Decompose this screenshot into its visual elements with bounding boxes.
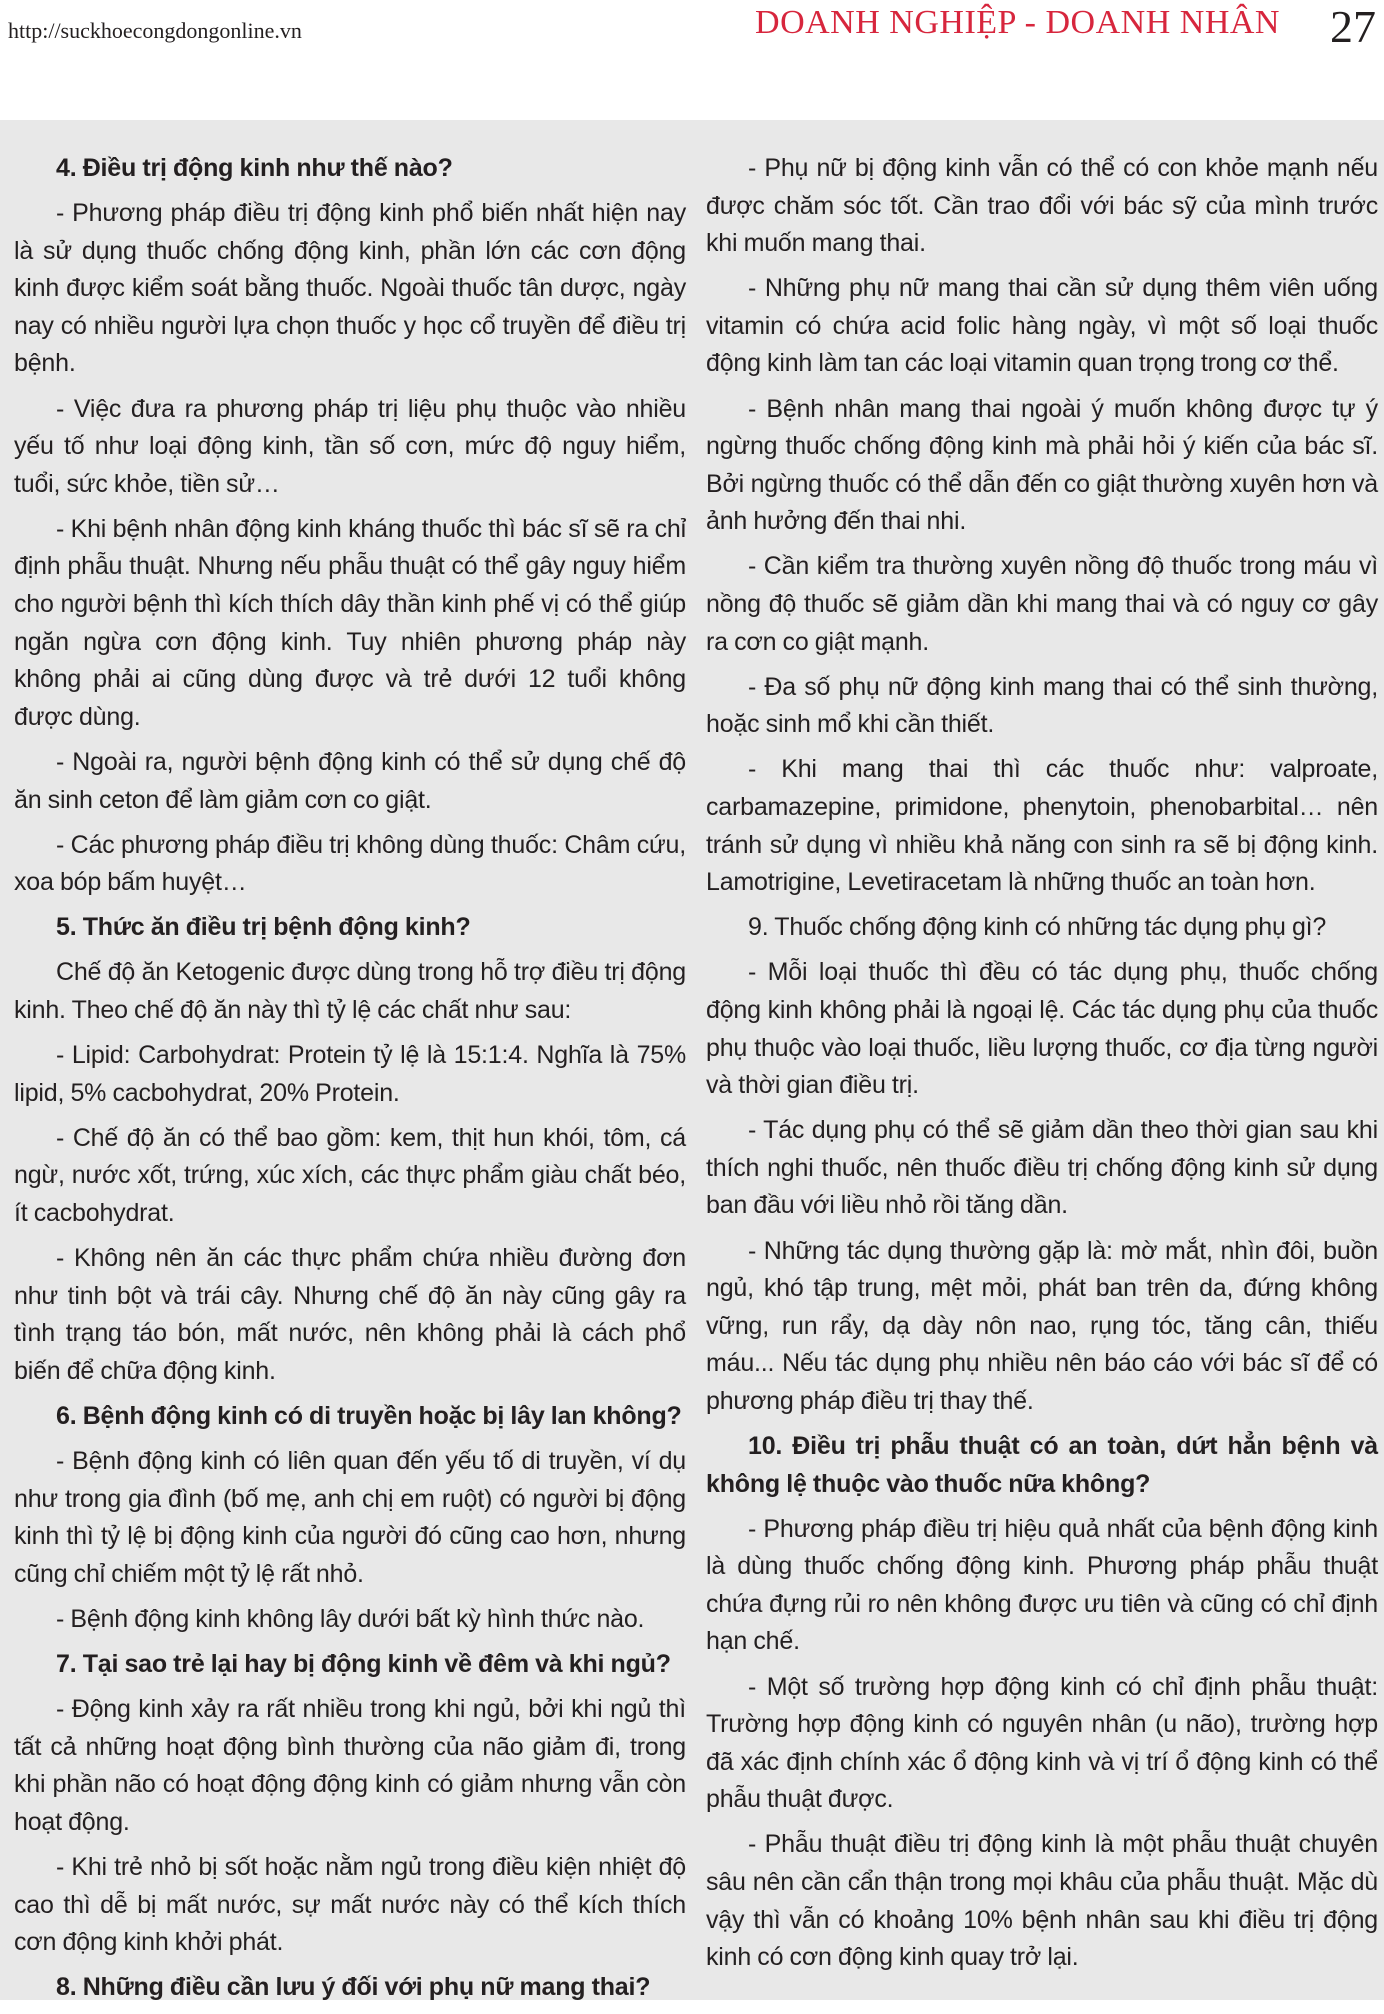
paragraph: - Đa số phụ nữ động kinh mang thai có thể sinh thường, hoặc sinh mổ khi cần thiết. [706, 672, 1378, 739]
paragraph: - Mỗi loại thuốc thì đều có tác dụng phụ, thuốc chống động kinh không phải là ngoại lệ. Các tác dụng phụ của thuốc phụ thuộc vào loại thuốc, liều lượng thuốc, cơ địa từng người và thời gian điều trị. [706, 958, 1378, 1100]
paragraph: - Động kinh xảy ra rất nhiều trong khi ngủ, bởi khi ngủ thì tất cả những hoạt động bình thường của não giảm đi, trong khi phần não có hoạt động động kinh có giảm nhưng vẫn còn hoạt động. [14, 1695, 686, 1836]
paragraph: - Một số trường hợp động kinh có chỉ định phẫu thuật: Trường hợp động kinh có nguyên nhân (u não), trường hợp đã xác định chính xác ổ động kinh và vị trí ổ động kinh có thể phẫu thuật được. [706, 1672, 1378, 1814]
paragraph: - Khi bệnh nhân động kinh kháng thuốc thì bác sĩ sẽ ra chỉ định phẫu thuật. Nhưng nếu phẫu thuật có thể gây nguy hiểm cho người bệnh thì kích thích dây thần kinh phế vị có thể giúp ngăn ngừa cơn động kinh. Tuy nhiên phương pháp này không phải ai cũng dùng được và trẻ dưới 12 tuổi không được dùng. [14, 514, 686, 731]
paragraph: Chế độ ăn Ketogenic được dùng trong hỗ trợ điều trị động kinh. Theo chế độ ăn này thì tỷ lệ các chất như sau: [14, 958, 686, 1024]
paragraph: - Cần kiểm tra thường xuyên nồng độ thuốc trong máu vì nồng độ thuốc sẽ giảm dần khi mang thai và có nguy cơ gây ra cơn co giật mạnh. [706, 552, 1378, 656]
section-heading: 6. Bệnh động kinh có di truyền hoặc bị lây lan không? [56, 1401, 682, 1430]
left-column [14, 150, 686, 2014]
paragraph: - Không nên ăn các thực phẩm chứa nhiều đường đơn như tinh bột và trái cây. Nhưng chế độ ăn này cũng gây ra tình trạng táo bón, mất nước, nên không phải là cách phổ biến để chữa động kinh. [14, 1244, 686, 1385]
paragraph: - Chế độ ăn có thể bao gồm: kem, thịt hun khói, tôm, cá ngừ, nước xốt, trứng, xúc xích, các thực phẩm giàu chất béo, ít cacbohydrat. [14, 1123, 686, 1227]
paragraph: - Bệnh nhân mang thai ngoài ý muốn không được tự ý ngừng thuốc chống động kinh mà phải hỏi ý kiến của bác sĩ. Bởi ngừng thuốc có thể dẫn đến co giật thường xuyên hơn và ảnh hưởng đến thai nhi. [706, 394, 1378, 536]
page-header [0, 0, 1384, 70]
section-heading: 5. Thức ăn điều trị bệnh động kinh? [56, 913, 471, 942]
paragraph: - Bệnh động kinh không lây dưới bất kỳ hình thức nào. [56, 1604, 645, 1633]
paragraph: - Lipid: Carbohydrat: Protein tỷ lệ là 15:1:4. Nghĩa là 75% lipid, 5% cacbohydrat, 20% Protein. [14, 1041, 686, 1107]
paragraph: - Những tác dụng thường gặp là: mờ mắt, nhìn đôi, buồn ngủ, khó tập trung, mệt mỏi, phát ban trên da, đứng không vững, run rẩy, dạ dày nôn nao, rụng tóc, tăng cân, thiếu máu... Nếu tác dụng phụ nhiều nên báo cáo với bác sĩ để có phương pháp điều trị thay thế. [706, 1236, 1378, 1415]
paragraph: - Phụ nữ bị động kinh vẫn có thể có con khỏe mạnh nếu được chăm sóc tốt. Cần trao đổi với bác sỹ của mình trước khi muốn mang thai. [706, 154, 1378, 258]
section-title: DOANH NGHIỆP - DOANH NHÂN [755, 4, 1280, 41]
section-heading: 4. Điều trị động kinh như thế nào? [56, 154, 453, 182]
paragraph: - Khi trẻ nhỏ bị sốt hoặc nằm ngủ trong điều kiện nhiệt độ cao thì dễ bị mất nước, sự mất nước này có thể kích thích cơn động kinh khởi phát. [14, 1852, 686, 1957]
paragraph: - Bệnh động kinh có liên quan đến yếu tố di truyền, ví dụ như trong gia đình (bố mẹ, anh chị em ruột) có người bị động kinh thì tỷ lệ bị động kinh của người đó cũng cao hơn, nhưng cũng chỉ chiếm một tỷ lệ rất nhỏ. [14, 1447, 686, 1588]
section-heading: 8. Những điều cần lưu ý đối với phụ nữ mang thai? [56, 1973, 651, 2002]
paragraph: - Tác dụng phụ có thể sẽ giảm dần theo thời gian sau khi thích nghi thuốc, nên thuốc điều trị chống động kinh sử dụng ban đầu với liều nhỏ rồi tăng dần. [706, 1116, 1378, 1220]
paragraph: - Phương pháp điều trị hiệu quả nhất của bệnh động kinh là dùng thuốc chống động kinh. Phương pháp phẫu thuật chứa đựng rủi ro nên không được ưu tiên và cũng có chỉ định hạn chế. [706, 1514, 1378, 1656]
paragraph: - Các phương pháp điều trị không dùng thuốc: Châm cứu, xoa bóp bấm huyệt… [14, 830, 686, 897]
paragraph: - Phương pháp điều trị động kinh phổ biến nhất hiện nay là sử dụng thuốc chống động kinh, phần lớn các cơn động kinh được kiểm soát bằng thuốc. Ngoài thuốc tân dược, ngày nay có nhiều người lựa chọn thuốc y học cổ truyền để điều trị bệnh. [14, 199, 686, 378]
paragraph: - Việc đưa ra phương pháp trị liệu phụ thuộc vào nhiều yếu tố như loại động kinh, tần số cơn, mức độ nguy hiểm, tuổi, sức khỏe, tiền sử… [14, 394, 686, 498]
right-column [706, 150, 1378, 1984]
paragraph: - Những phụ nữ mang thai cần sử dụng thêm viên uống vitamin có chứa acid folic hàng ngày, vì một số loại thuốc động kinh làm tan các loại vitamin quan trọng trong cơ thể. [706, 274, 1378, 378]
paragraph: - Khi mang thai thì các thuốc như: valproate, carbamazepine, primidone, phenytoin, phenobarbital… nên tránh sử dụng vì nhiều khả năng con sinh ra sẽ bị động kinh. Lamotrigine, Levetiracetam là những thuốc an toàn hơn. [706, 755, 1378, 897]
paragraph: 9. Thuốc chống động kinh có những tác dụng phụ gì? [748, 913, 1327, 942]
page-number: 27 [1330, 1, 1376, 52]
section-heading: 10. Điều trị phẫu thuật có an toàn, dứt hẳn bệnh và không lệ thuộc vào thuốc nữa không? [706, 1432, 1378, 1498]
section-heading: 7. Tại sao trẻ lại hay bị động kinh về đêm và khi ngủ? [56, 1649, 671, 1678]
paragraph: - Phẫu thuật điều trị động kinh là một phẫu thuật chuyên sâu nên cần cẩn thận trong mọi khâu của phẫu thuật. Mặc dù vậy thì vẫn có khoảng 10% bệnh nhân sau khi điều trị động kinh có cơn động kinh quay trở lại. [706, 1830, 1378, 1972]
site-url: http://suckhoecongdongonline.vn [8, 18, 302, 43]
paragraph: - Ngoài ra, người bệnh động kinh có thể sử dụng chế độ ăn sinh ceton để làm giảm cơn co giật. [14, 747, 686, 814]
